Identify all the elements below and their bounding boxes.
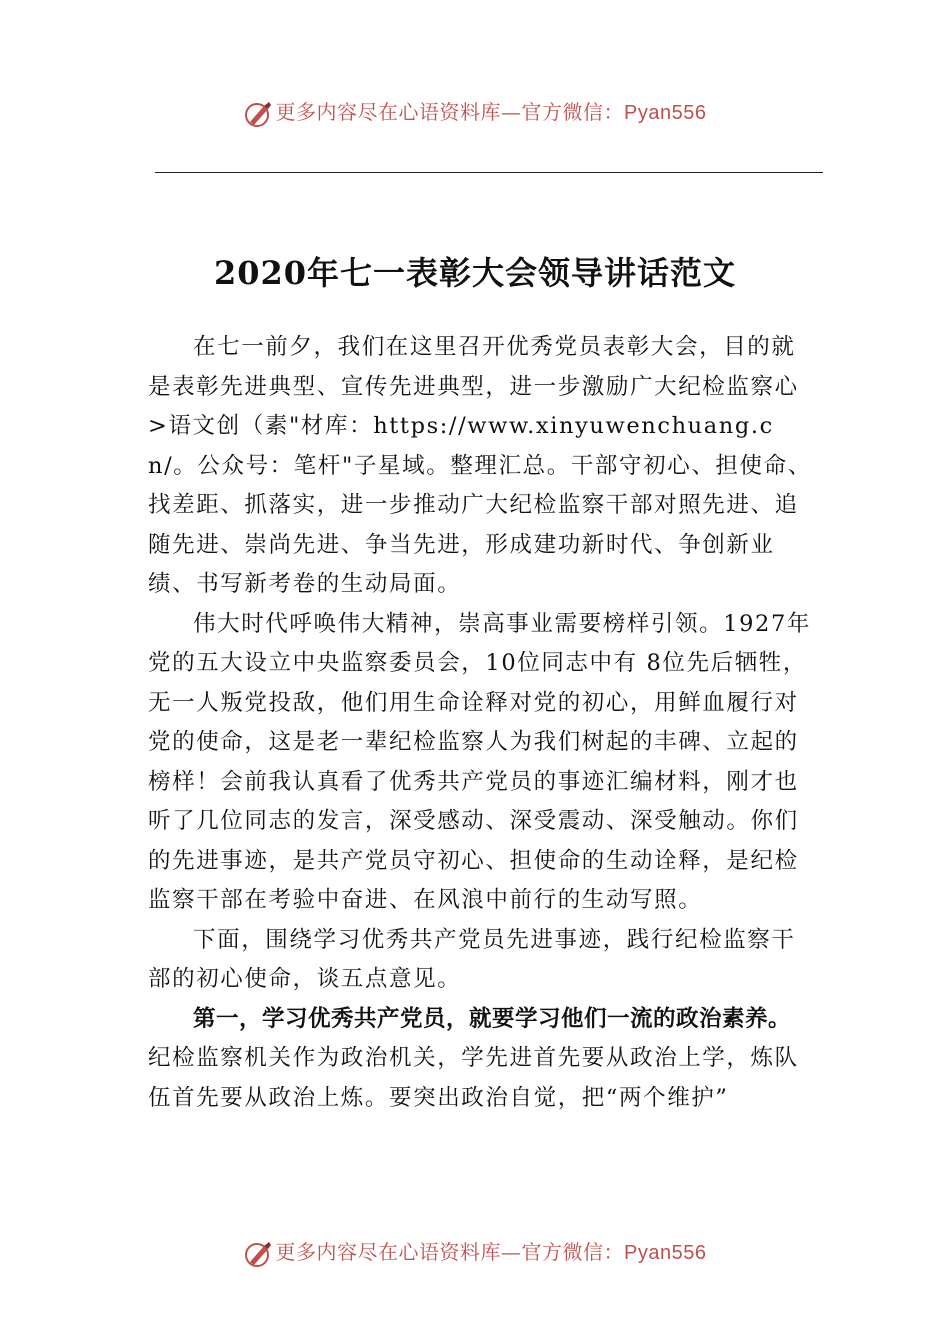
paragraph-outline: 下面，围绕学习优秀共产党员先进事迹，践行纪检监察干部的初心使命，谈五点意见。 bbox=[148, 926, 796, 992]
banner-text: 更多内容尽在心语资料库—官方微信： bbox=[275, 1240, 625, 1264]
paragraph-intro: 在七一前夕，我们在这里召开优秀党员表彰大会，目的就是表彰先进典型、宣传先进典型，进一步激励广大纪检监察心>语文创（素"材库：https://www.xinyuwenchuang.cn/。公众号：笔杆"子星域。整理汇总。干部守初心、担使命、找差距、抓落实，进一步推动广大纪检监察干部对照先进、追随先进、崇尚先进、争当先进，形成建功新时代、争创新业绩、书写新考卷的生动局面。 bbox=[148, 334, 812, 597]
pen-logo-icon bbox=[244, 100, 272, 128]
pen-logo-icon bbox=[244, 1240, 272, 1268]
section-1-heading: 第一，学习优秀共产党员，就要学习他们一流的政治素养。 bbox=[193, 1005, 792, 1032]
page-title: 2020年七一表彰大会领导讲话范文 bbox=[213, 254, 737, 292]
header-divider bbox=[155, 172, 823, 173]
paragraph-history: 伟大时代呼唤伟大精神，崇高事业需要榜样引领。1927年党的五大设立中央监察委员会，10位同志中有 8位先后牺牲，无一人叛党投敌，他们用生命诠释对党的初心，用鲜血履行对党的使命，这是老一辈纪检监察人为我们树起的丰碑、立起的榜样！会前我认真看了优秀共产党员的事迹汇编材料，刚才也听了几位同志的发言，深受感动、深受震动、深受触动。你们的先进事迹，是共产党员守初心、担使命的生动诠释，是纪检监察干部在考验中奋进、在风浪中前行的生动写照。 bbox=[148, 610, 811, 913]
section-1-body: 纪检监察机关作为政治机关，学先进首先要从政治上学，炼队伍首先要从政治上炼。要突出政治自觉，把“两个维护” bbox=[148, 1045, 799, 1111]
banner-wechat-id: Pyan556 bbox=[624, 102, 707, 124]
paragraph-section-1 bbox=[148, 1000, 814, 1119]
banner-text: 更多内容尽在心语资料库—官方微信： bbox=[275, 100, 625, 124]
document-body bbox=[148, 328, 814, 1118]
footer-banner bbox=[0, 1236, 950, 1268]
header-banner bbox=[0, 96, 950, 128]
banner-wechat-id: Pyan556 bbox=[624, 1242, 707, 1264]
